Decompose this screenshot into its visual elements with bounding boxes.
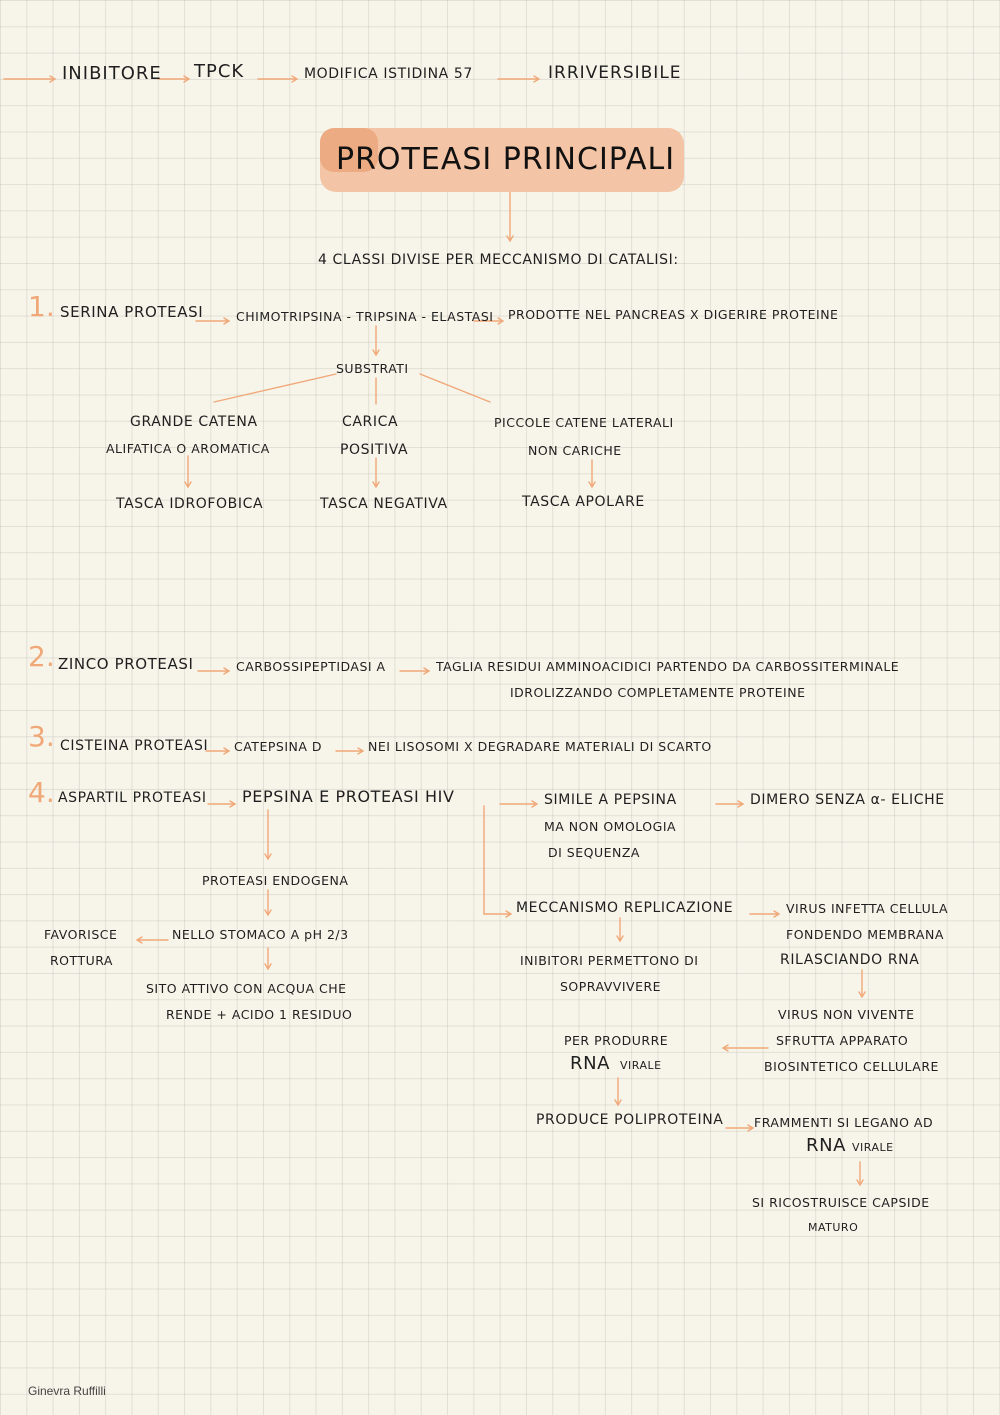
section-4-name: ASPARTIL PROTEASI [58,790,207,806]
similar-line-3: DI SEQUENZA [548,845,640,860]
produce-rna-line-1: PER PRODURRE [564,1033,669,1048]
page-title: PROTEASI PRINCIPALI [336,142,676,177]
active-site-line-2: RENDE + ACIDO 1 RESIDUO [166,1007,353,1022]
inhibitors-line-2: SOPRAVVIVERE [560,979,662,994]
fragments-rna-small: VIRALE [852,1141,894,1154]
section-2-note-1: TAGLIA RESIDUI AMMINOACIDICI PARTENDO DA CARBOSSITERMINALE [436,659,900,674]
substrate-3-line1: PICCOLE CATENE LATERALI [494,415,674,430]
capsid-line-1: SI RICOSTRUISCE CAPSIDE [752,1195,930,1210]
nonliving-line-2: SFRUTTA APPARATO [776,1033,909,1048]
produce-polyprotein: PRODUCE POLIPROTEINA [536,1112,724,1128]
endogenous-protease: PROTEASI ENDOGENA [202,873,349,888]
section-1-note: PRODOTTE NEL PANCREAS X DIGERIRE PROTEINE [508,307,839,322]
substrate-1-line1: GRANDE CATENA [130,414,258,430]
section-3-number: 3. [28,720,55,753]
section-2-note-2: IDROLIZZANDO COMPLETAMENTE PROTEINE [510,685,806,700]
fragments-line-1: FRAMMENTI SI LEGANO AD [754,1115,934,1130]
favors-line-2: ROTTURA [50,953,113,968]
section-1-name: SERINA PROTEASI [60,303,204,321]
similar-line-2: MA NON OMOLOGIA [544,819,677,834]
nonliving-line-1: VIRUS NON VIVENTE [778,1007,915,1022]
author-signature: Ginevra Ruffilli [28,1384,106,1398]
section-3-example: CATEPSINA D [234,739,323,754]
section-4-number: 4. [28,776,55,809]
produce-rna-small: VIRALE [620,1059,662,1072]
substrate-2-line2: POSITIVA [340,442,409,458]
section-2-number: 2. [28,640,55,673]
substrate-2-line1: CARICA [342,414,399,430]
produce-rna-big: RNA [570,1053,611,1074]
dimer-note: DIMERO SENZA α- ELICHE [750,792,945,808]
section-1-number: 1. [28,290,55,323]
virus-line-1: VIRUS INFETTA CELLULA [786,901,949,916]
capsid-line-2: MATURO [808,1221,859,1234]
section-3-note: NEI LISOSOMI X DEGRADARE MATERIALI DI SCARTO [368,739,712,754]
subtitle: 4 CLASSI DIVISE PER MECCANISMO DI CATALISI: [318,252,679,268]
header-tpck: TPCK [194,61,245,82]
header-inibitore: INIBITORE [62,63,162,84]
section-4-examples: PEPSINA E PROTEASI HIV [242,787,455,806]
pocket-hydrophobic: TASCA IDROFOBICA [116,496,264,512]
virus-line-3: RILASCIANDO RNA [780,952,920,968]
section-3-name: CISTEINA PROTEASI [60,738,209,754]
nonliving-line-3: BIOSINTETICO CELLULARE [764,1059,939,1074]
virus-line-2: FONDENDO MEMBRANA [786,927,944,942]
active-site-line-1: SITO ATTIVO CON ACQUA CHE [146,981,347,996]
substrate-1-line2: ALIFATICA O AROMATICA [106,441,270,456]
stomach-ph: NELLO STOMACO A pH 2/3 [172,927,349,942]
favors-line-1: FAVORISCE [44,927,118,942]
header-modifica: MODIFICA ISTIDINA 57 [304,66,473,82]
substrates-label: SUBSTRATI [336,361,409,376]
replication-mechanism: MECCANISMO REPLICAZIONE [516,900,734,916]
pocket-negative: TASCA NEGATIVA [320,496,448,512]
section-2-example: CARBOSSIPEPTIDASI A [236,659,386,674]
section-1-examples: CHIMOTRIPSINA - TRIPSINA - ELASTASI [236,309,494,324]
similar-line-1: SIMILE A PEPSINA [544,792,677,808]
inhibitors-line-1: INIBITORI PERMETTONO DI [520,953,699,968]
fragments-rna-big: RNA [806,1135,847,1156]
header-irriversibile: IRRIVERSIBILE [548,63,682,83]
pocket-apolar: TASCA APOLARE [522,494,645,510]
substrate-3-line2: NON CARICHE [528,443,622,458]
section-2-name: ZINCO PROTEASI [58,655,194,673]
